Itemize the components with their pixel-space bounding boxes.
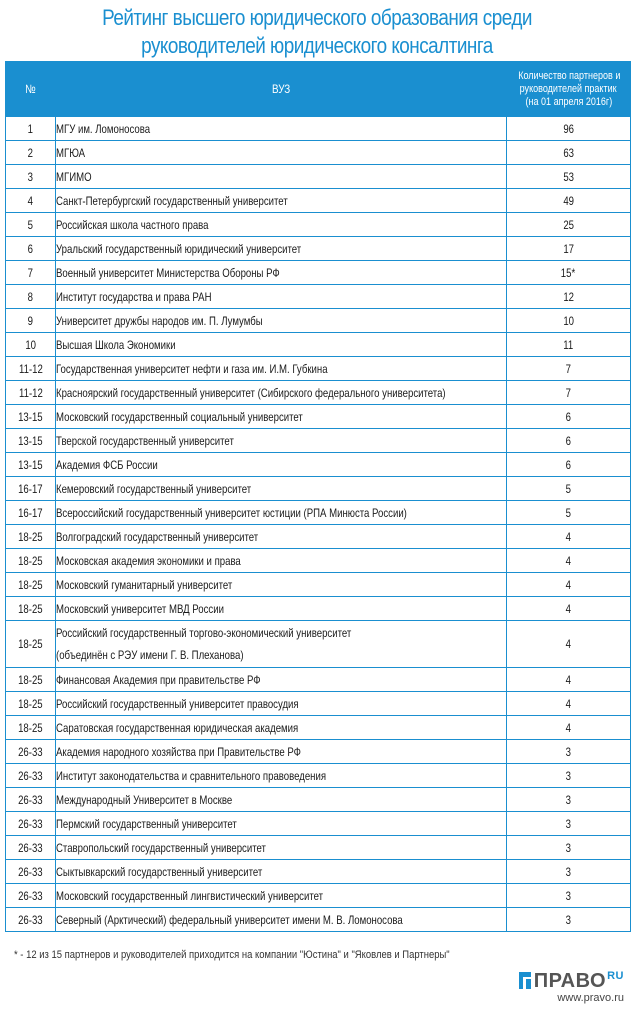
rank-cell: 18-25 bbox=[6, 525, 56, 549]
table-row bbox=[6, 836, 631, 860]
count-cell: 4 bbox=[507, 573, 631, 597]
table-row bbox=[6, 357, 631, 381]
title-line-2: руководителей юридического консалтинга bbox=[141, 33, 493, 58]
table-row bbox=[6, 237, 631, 261]
table-row bbox=[6, 213, 631, 237]
table-row bbox=[6, 261, 631, 285]
university-cell: Финансовая Академия при правительстве РФ bbox=[56, 668, 507, 692]
university-cell: Российский государственный университет правосудия bbox=[56, 692, 507, 716]
table-row bbox=[6, 525, 631, 549]
university-cell: Санкт-Петербургский государственный университет bbox=[56, 189, 507, 213]
count-cell: 3 bbox=[507, 908, 631, 932]
rank-cell: 13-15 bbox=[6, 429, 56, 453]
table-body bbox=[6, 117, 631, 932]
count-cell: 15* bbox=[507, 261, 631, 285]
table-row bbox=[6, 189, 631, 213]
count-cell: 63 bbox=[507, 141, 631, 165]
university-cell: Государственная университет нефти и газа им. И.М. Губкина bbox=[56, 357, 507, 381]
count-cell: 4 bbox=[507, 597, 631, 621]
header-rank: № bbox=[6, 62, 56, 117]
table-row bbox=[6, 429, 631, 453]
university-cell: Сыктывкарский государственный университет bbox=[56, 860, 507, 884]
university-cell: МГУ им. Ломоносова bbox=[56, 117, 507, 141]
rank-cell: 18-25 bbox=[6, 573, 56, 597]
rank-cell: 26-33 bbox=[6, 884, 56, 908]
page-title bbox=[44, 4, 589, 60]
rank-cell: 26-33 bbox=[6, 740, 56, 764]
footnote: * - 12 из 15 партнеров и руководителей приходится на компании "Юстина" и "Яковлев и Партнеры" bbox=[14, 949, 450, 961]
count-cell: 4 bbox=[507, 549, 631, 573]
university-cell: Красноярский государственный университет (Сибирского федерального университета) bbox=[56, 381, 507, 405]
rank-cell: 4 bbox=[6, 189, 56, 213]
university-cell: Московский гуманитарный университет bbox=[56, 573, 507, 597]
table-row bbox=[6, 573, 631, 597]
university-cell: Пермский государственный университет bbox=[56, 812, 507, 836]
rank-cell: 18-25 bbox=[6, 597, 56, 621]
table-row bbox=[6, 381, 631, 405]
table-row bbox=[6, 405, 631, 429]
university-cell: Саратовская государственная юридическая академия bbox=[56, 716, 507, 740]
table-row bbox=[6, 668, 631, 692]
count-cell: 3 bbox=[507, 860, 631, 884]
count-cell: 4 bbox=[507, 692, 631, 716]
header-university: ВУЗ bbox=[56, 62, 507, 117]
rank-cell: 8 bbox=[6, 285, 56, 309]
rank-cell: 18-25 bbox=[6, 692, 56, 716]
rank-cell: 18-25 bbox=[6, 621, 56, 668]
table-row bbox=[6, 477, 631, 501]
count-cell: 4 bbox=[507, 525, 631, 549]
rank-cell: 16-17 bbox=[6, 501, 56, 525]
pravo-logo[interactable] bbox=[519, 970, 624, 1004]
rank-cell: 26-33 bbox=[6, 836, 56, 860]
rank-cell: 5 bbox=[6, 213, 56, 237]
university-cell: Российский государственный торгово-экономический университет (объединён с РЭУ имени Г. В. Плеханова) bbox=[56, 621, 507, 668]
rank-cell: 6 bbox=[6, 237, 56, 261]
logo-name: ПРАВО bbox=[533, 970, 607, 992]
table-header-row bbox=[6, 62, 631, 117]
university-cell: Волгоградский государственный университет bbox=[56, 525, 507, 549]
logo-icon bbox=[519, 972, 531, 989]
university-cell: Тверской государственный университет bbox=[56, 429, 507, 453]
count-cell: 25 bbox=[507, 213, 631, 237]
ranking-table bbox=[5, 61, 631, 932]
table-row bbox=[6, 501, 631, 525]
rank-cell: 13-15 bbox=[6, 405, 56, 429]
rank-cell: 18-25 bbox=[6, 716, 56, 740]
rank-cell: 10 bbox=[6, 333, 56, 357]
table-row bbox=[6, 117, 631, 141]
logo-suffix: RU bbox=[607, 970, 624, 983]
rank-cell: 11-12 bbox=[6, 357, 56, 381]
rank-cell: 26-33 bbox=[6, 812, 56, 836]
table-row bbox=[6, 285, 631, 309]
rank-cell: 26-33 bbox=[6, 908, 56, 932]
table-row bbox=[6, 453, 631, 477]
count-cell: 4 bbox=[507, 668, 631, 692]
university-cell: Институт законодательства и сравнительного правоведения bbox=[56, 764, 507, 788]
rank-cell: 26-33 bbox=[6, 860, 56, 884]
count-cell: 7 bbox=[507, 381, 631, 405]
university-cell: Уральский государственный юридический университет bbox=[56, 237, 507, 261]
university-cell: Московский государственный лингвистический университет bbox=[56, 884, 507, 908]
table-row bbox=[6, 884, 631, 908]
count-cell: 6 bbox=[507, 453, 631, 477]
rank-cell: 26-33 bbox=[6, 764, 56, 788]
count-cell: 4 bbox=[507, 621, 631, 668]
university-cell: Ставропольский государственный университет bbox=[56, 836, 507, 860]
table-row bbox=[6, 860, 631, 884]
count-cell: 6 bbox=[507, 405, 631, 429]
university-cell: Российская школа частного права bbox=[56, 213, 507, 237]
rank-cell: 13-15 bbox=[6, 453, 56, 477]
count-cell: 3 bbox=[507, 884, 631, 908]
table-row bbox=[6, 740, 631, 764]
rank-cell: 9 bbox=[6, 309, 56, 333]
table-row bbox=[6, 716, 631, 740]
table-row bbox=[6, 597, 631, 621]
university-cell: Институт государства и права РАН bbox=[56, 285, 507, 309]
table-row bbox=[6, 764, 631, 788]
count-cell: 3 bbox=[507, 788, 631, 812]
university-cell: Московский университет МВД России bbox=[56, 597, 507, 621]
count-cell: 6 bbox=[507, 429, 631, 453]
count-cell: 17 bbox=[507, 237, 631, 261]
rank-cell: 3 bbox=[6, 165, 56, 189]
university-cell: Северный (Арктический) федеральный университет имени М. В. Ломоносова bbox=[56, 908, 507, 932]
rank-cell: 18-25 bbox=[6, 668, 56, 692]
table-row bbox=[6, 309, 631, 333]
university-cell: Всероссийский государственный университет юстиции (РПА Минюста России) bbox=[56, 501, 507, 525]
university-cell: МГИМО bbox=[56, 165, 507, 189]
count-cell: 53 bbox=[507, 165, 631, 189]
table-row bbox=[6, 692, 631, 716]
rank-cell: 11-12 bbox=[6, 381, 56, 405]
table-row bbox=[6, 812, 631, 836]
rank-cell: 26-33 bbox=[6, 788, 56, 812]
table-row bbox=[6, 549, 631, 573]
count-cell: 12 bbox=[507, 285, 631, 309]
university-cell: МГЮА bbox=[56, 141, 507, 165]
count-cell: 11 bbox=[507, 333, 631, 357]
university-cell: Московский государственный социальный университет bbox=[56, 405, 507, 429]
logo-url[interactable]: www.pravo.ru bbox=[557, 992, 624, 1004]
count-cell: 96 bbox=[507, 117, 631, 141]
count-cell: 5 bbox=[507, 477, 631, 501]
count-cell: 3 bbox=[507, 764, 631, 788]
count-cell: 3 bbox=[507, 836, 631, 860]
university-cell: Военный университет Министерства Обороны РФ bbox=[56, 261, 507, 285]
university-cell: Кемеровский государственный университет bbox=[56, 477, 507, 501]
title-line-1: Рейтинг высшего юридического образования среди bbox=[102, 5, 532, 30]
table-row bbox=[6, 165, 631, 189]
count-cell: 3 bbox=[507, 740, 631, 764]
count-cell: 5 bbox=[507, 501, 631, 525]
logo-wordmark bbox=[519, 970, 624, 993]
count-cell: 49 bbox=[507, 189, 631, 213]
count-cell: 4 bbox=[507, 716, 631, 740]
university-cell: Академия ФСБ России bbox=[56, 453, 507, 477]
university-cell: Московская академия экономики и права bbox=[56, 549, 507, 573]
table-row bbox=[6, 141, 631, 165]
table-row bbox=[6, 333, 631, 357]
university-cell: Академия народного хозяйства при Правительстве РФ bbox=[56, 740, 507, 764]
count-cell: 3 bbox=[507, 812, 631, 836]
rank-cell: 16-17 bbox=[6, 477, 56, 501]
university-cell: Международный Университет в Москве bbox=[56, 788, 507, 812]
table-row bbox=[6, 908, 631, 932]
university-cell: Высшая Школа Экономики bbox=[56, 333, 507, 357]
rank-cell: 18-25 bbox=[6, 549, 56, 573]
table-row bbox=[6, 621, 631, 668]
rank-cell: 1 bbox=[6, 117, 56, 141]
count-cell: 10 bbox=[507, 309, 631, 333]
university-cell: Университет дружбы народов им. П. Лумумбы bbox=[56, 309, 507, 333]
count-cell: 7 bbox=[507, 357, 631, 381]
rank-cell: 2 bbox=[6, 141, 56, 165]
header-count: Количество партнеров и руководителей практик (на 01 апреля 2016г) bbox=[507, 62, 631, 117]
rank-cell: 7 bbox=[6, 261, 56, 285]
table-row bbox=[6, 788, 631, 812]
